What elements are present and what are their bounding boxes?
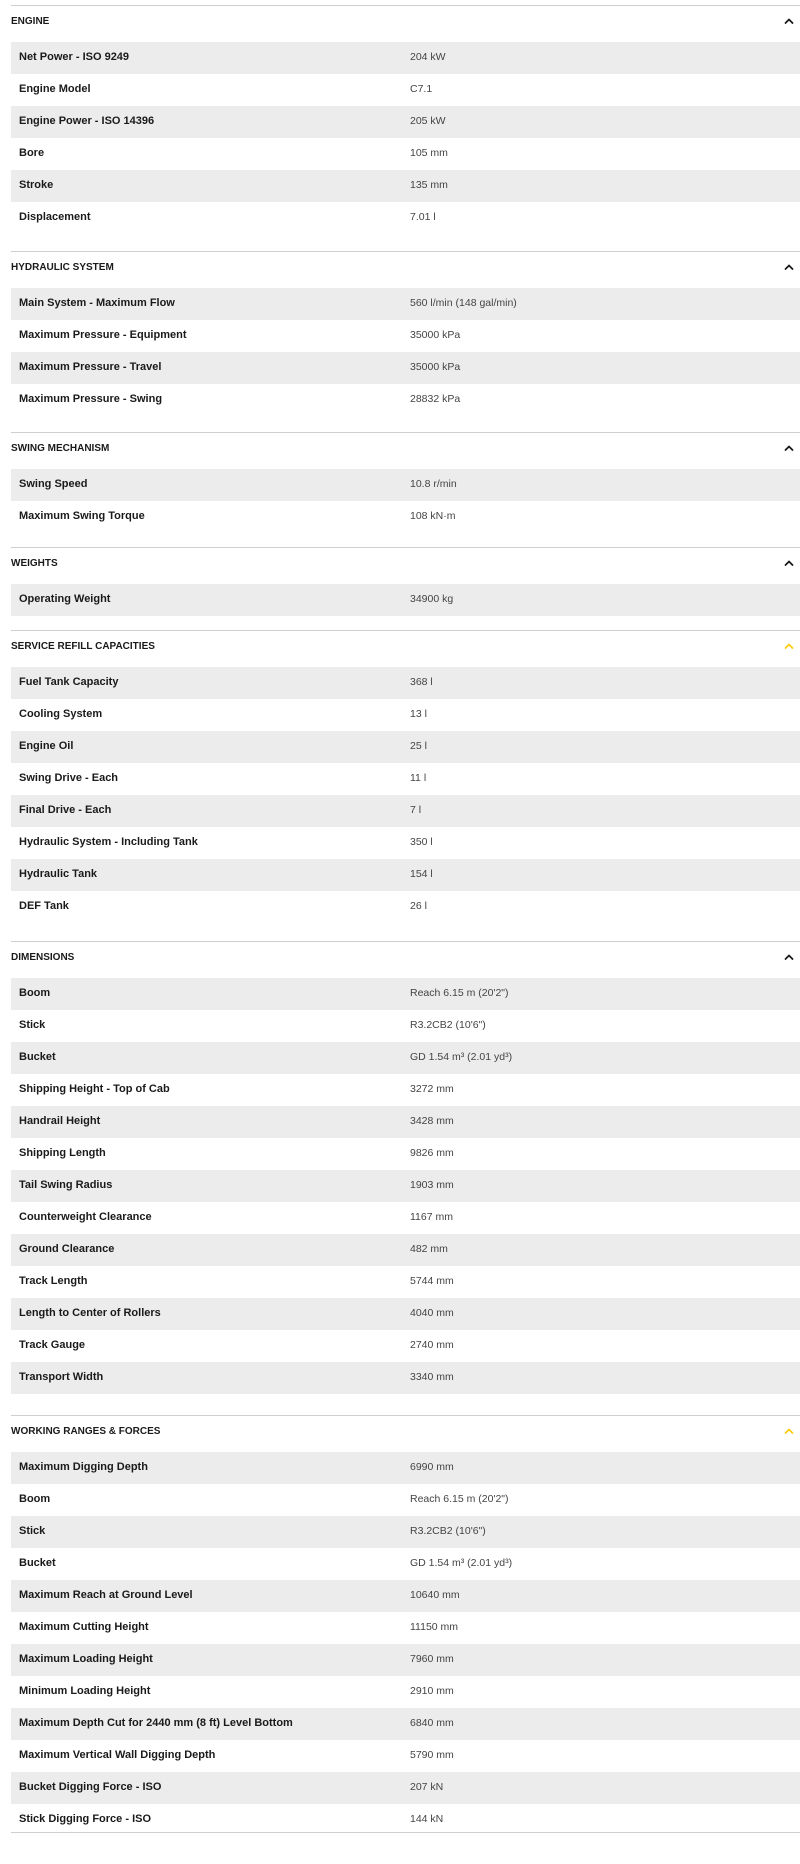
spec-row xyxy=(11,763,800,795)
section-title[interactable]: ENGINE xyxy=(11,16,50,27)
spec-value: 5790 mm xyxy=(410,1749,454,1761)
chevron-up-icon[interactable] xyxy=(782,556,796,570)
spec-label: Boom xyxy=(19,1493,51,1505)
spec-value: 9826 mm xyxy=(410,1147,454,1159)
section-divider xyxy=(11,432,800,433)
chevron-up-icon[interactable] xyxy=(782,639,796,653)
section-title[interactable]: DIMENSIONS xyxy=(11,952,75,963)
spec-row xyxy=(11,731,800,763)
spec-value: 10640 mm xyxy=(410,1589,460,1601)
spec-value: 482 mm xyxy=(410,1243,448,1255)
spec-row xyxy=(11,827,800,859)
spec-value: 2740 mm xyxy=(410,1339,454,1351)
spec-value: 11 l xyxy=(410,772,427,784)
spec-row xyxy=(11,106,800,138)
spec-label: Track Length xyxy=(19,1275,88,1287)
spec-label: Bore xyxy=(19,147,45,159)
spec-value: 26 l xyxy=(410,900,427,912)
spec-row xyxy=(11,1266,800,1298)
spec-value: 4040 mm xyxy=(410,1307,454,1319)
spec-label: Ground Clearance xyxy=(19,1243,115,1255)
spec-row xyxy=(11,42,800,74)
spec-row xyxy=(11,1298,800,1330)
section-weights xyxy=(11,547,800,616)
spec-row xyxy=(11,699,800,731)
spec-value: 154 l xyxy=(410,868,433,880)
spec-label: Swing Speed xyxy=(19,478,88,490)
spec-value: 34900 kg xyxy=(410,593,454,605)
spec-label: Engine Power - ISO 14396 xyxy=(19,115,155,127)
spec-label: Maximum Depth Cut for 2440 mm (8 ft) Level Bottom xyxy=(19,1717,293,1729)
spec-value: 28832 kPa xyxy=(410,393,461,405)
spec-row xyxy=(11,1708,800,1740)
spec-row xyxy=(11,1516,800,1548)
spec-row xyxy=(11,1330,800,1362)
spec-value: 7 l xyxy=(410,804,422,816)
spec-table xyxy=(11,469,800,533)
spec-value: 1903 mm xyxy=(410,1179,454,1191)
spec-row xyxy=(11,1106,800,1138)
spec-label: DEF Tank xyxy=(19,900,69,912)
section-divider xyxy=(11,941,800,942)
spec-label: Counterweight Clearance xyxy=(19,1211,152,1223)
section-service-refill-capacities xyxy=(11,630,800,923)
spec-value: GD 1.54 m³ (2.01 yd³) xyxy=(410,1557,513,1569)
spec-row xyxy=(11,891,800,923)
spec-value: 108 kN·m xyxy=(410,510,456,522)
spec-row xyxy=(11,1548,800,1580)
spec-row xyxy=(11,584,800,616)
spec-value: 3340 mm xyxy=(410,1371,454,1383)
spec-value: 6990 mm xyxy=(410,1461,454,1473)
spec-label: Engine Oil xyxy=(19,740,74,752)
spec-value: 6840 mm xyxy=(410,1717,454,1729)
spec-value: 1167 mm xyxy=(410,1211,453,1223)
spec-label: Stroke xyxy=(19,179,54,191)
spec-label: Maximum Digging Depth xyxy=(19,1461,148,1473)
spec-row xyxy=(11,978,800,1010)
spec-label: Maximum Pressure - Swing xyxy=(19,393,163,405)
section-engine xyxy=(11,5,800,234)
spec-row xyxy=(11,1676,800,1708)
spec-value: 207 kN xyxy=(410,1781,444,1793)
spec-label: Maximum Loading Height xyxy=(19,1653,153,1665)
spec-value: 204 kW xyxy=(410,51,446,63)
spec-label: Final Drive - Each xyxy=(19,804,112,816)
spec-row xyxy=(11,288,800,320)
section-dimensions xyxy=(11,941,800,1394)
section-divider xyxy=(11,251,800,252)
spec-label: Maximum Cutting Height xyxy=(19,1621,149,1633)
spec-row xyxy=(11,202,800,234)
spec-label: Track Gauge xyxy=(19,1339,86,1351)
spec-row xyxy=(11,501,800,533)
spec-label: Fuel Tank Capacity xyxy=(19,676,119,688)
spec-row xyxy=(11,1010,800,1042)
spec-row xyxy=(11,320,800,352)
spec-row xyxy=(11,74,800,106)
spec-row xyxy=(11,795,800,827)
spec-value: 7960 mm xyxy=(410,1653,454,1665)
chevron-up-icon[interactable] xyxy=(782,260,796,274)
spec-label: Bucket Digging Force - ISO xyxy=(19,1781,162,1793)
spec-label: Maximum Swing Torque xyxy=(19,510,145,522)
spec-row xyxy=(11,384,800,416)
spec-row xyxy=(11,1580,800,1612)
spec-label: Shipping Height - Top of Cab xyxy=(19,1083,170,1095)
spec-row xyxy=(11,667,800,699)
spec-value: 135 mm xyxy=(410,179,448,191)
spec-value: 2910 mm xyxy=(410,1685,454,1697)
section-divider xyxy=(11,630,800,631)
spec-label: Bucket xyxy=(19,1557,56,1569)
spec-label: Swing Drive - Each xyxy=(19,772,119,784)
spec-value: 7.01 l xyxy=(410,211,436,223)
spec-value: Reach 6.15 m (20'2") xyxy=(410,987,509,999)
spec-value: C7.1 xyxy=(410,83,433,95)
spec-label: Stick xyxy=(19,1019,46,1031)
spec-value: 11150 mm xyxy=(410,1621,459,1633)
spec-table xyxy=(11,584,800,616)
spec-label: Maximum Reach at Ground Level xyxy=(19,1589,193,1601)
spec-value: 144 kN xyxy=(410,1813,444,1825)
spec-label: Engine Model xyxy=(19,83,91,95)
spec-label: Maximum Pressure - Travel xyxy=(19,361,162,373)
section-title[interactable]: WORKING RANGES & FORCES xyxy=(11,1426,161,1437)
spec-label: Cooling System xyxy=(19,708,103,720)
spec-label: Boom xyxy=(19,987,51,999)
spec-label: Displacement xyxy=(19,211,91,223)
spec-label: Minimum Loading Height xyxy=(19,1685,151,1697)
spec-label: Main System - Maximum Flow xyxy=(19,297,175,309)
spec-label: Stick xyxy=(19,1525,46,1537)
spec-value: 35000 kPa xyxy=(410,361,461,373)
spec-row xyxy=(11,859,800,891)
spec-value: Reach 6.15 m (20'2") xyxy=(410,1493,509,1505)
spec-label: Transport Width xyxy=(19,1371,104,1383)
spec-row xyxy=(11,1042,800,1074)
chevron-up-icon[interactable] xyxy=(782,950,796,964)
spec-value: 560 l/min (148 gal/min) xyxy=(410,297,517,309)
chevron-up-icon[interactable] xyxy=(782,441,796,455)
spec-value: 35000 kPa xyxy=(410,329,461,341)
spec-value: 10.8 r/min xyxy=(410,478,457,490)
section-working-ranges-forces xyxy=(11,1415,800,1836)
section-divider xyxy=(11,1415,800,1416)
spec-row xyxy=(11,1740,800,1772)
spec-row xyxy=(11,1234,800,1266)
spec-value: GD 1.54 m³ (2.01 yd³) xyxy=(410,1051,513,1063)
spec-label: Length to Center of Rollers xyxy=(19,1307,161,1319)
spec-row xyxy=(11,1452,800,1484)
spec-table xyxy=(11,1452,800,1836)
spec-row xyxy=(11,1362,800,1394)
spec-value: 105 mm xyxy=(410,147,448,159)
spec-value: 368 l xyxy=(410,676,433,688)
spec-row xyxy=(11,352,800,384)
spec-row xyxy=(11,1074,800,1106)
spec-label: Handrail Height xyxy=(19,1115,101,1127)
spec-label: Hydraulic Tank xyxy=(19,868,98,880)
spec-row xyxy=(11,469,800,501)
spec-row xyxy=(11,138,800,170)
spec-table xyxy=(11,978,800,1394)
spec-value: 25 l xyxy=(410,740,427,752)
spec-row xyxy=(11,1202,800,1234)
section-title[interactable]: HYDRAULIC SYSTEM xyxy=(11,262,114,273)
spec-row xyxy=(11,170,800,202)
spec-value: 205 kW xyxy=(410,115,446,127)
spec-row xyxy=(11,1772,800,1804)
spec-table xyxy=(11,667,800,923)
spec-label: Stick Digging Force - ISO xyxy=(19,1813,152,1825)
spec-label: Shipping Length xyxy=(19,1147,106,1159)
spec-row xyxy=(11,1170,800,1202)
spec-value: 3428 mm xyxy=(410,1115,454,1127)
spec-label: Maximum Pressure - Equipment xyxy=(19,329,187,341)
spec-label: Bucket xyxy=(19,1051,56,1063)
spec-value: R3.2CB2 (10'6") xyxy=(410,1525,486,1537)
spec-row xyxy=(11,1644,800,1676)
section-swing-mechanism xyxy=(11,432,800,533)
spec-value: 5744 mm xyxy=(410,1275,454,1287)
spec-row xyxy=(11,1612,800,1644)
spec-table xyxy=(11,42,800,234)
spec-value: 13 l xyxy=(410,708,427,720)
spec-value: R3.2CB2 (10'6") xyxy=(410,1019,486,1031)
section-title[interactable]: SERVICE REFILL CAPACITIES xyxy=(11,641,155,652)
section-title[interactable]: SWING MECHANISM xyxy=(11,443,110,454)
spec-label: Tail Swing Radius xyxy=(19,1179,113,1191)
spec-label: Net Power - ISO 9249 xyxy=(19,51,130,63)
spec-label: Operating Weight xyxy=(19,593,111,605)
section-title[interactable]: WEIGHTS xyxy=(11,558,58,569)
section-divider xyxy=(11,547,800,548)
spec-row xyxy=(11,1138,800,1170)
spec-label: Hydraulic System - Including Tank xyxy=(19,836,198,848)
spec-value: 3272 mm xyxy=(410,1083,454,1095)
chevron-up-icon[interactable] xyxy=(782,1424,796,1438)
bottom-divider xyxy=(11,1832,800,1833)
spec-label: Maximum Vertical Wall Digging Depth xyxy=(19,1749,216,1761)
spec-table xyxy=(11,288,800,416)
section-divider xyxy=(11,5,800,6)
spec-value: 350 l xyxy=(410,836,433,848)
section-hydraulic-system xyxy=(11,251,800,416)
chevron-up-icon[interactable] xyxy=(782,14,796,28)
spec-row xyxy=(11,1484,800,1516)
